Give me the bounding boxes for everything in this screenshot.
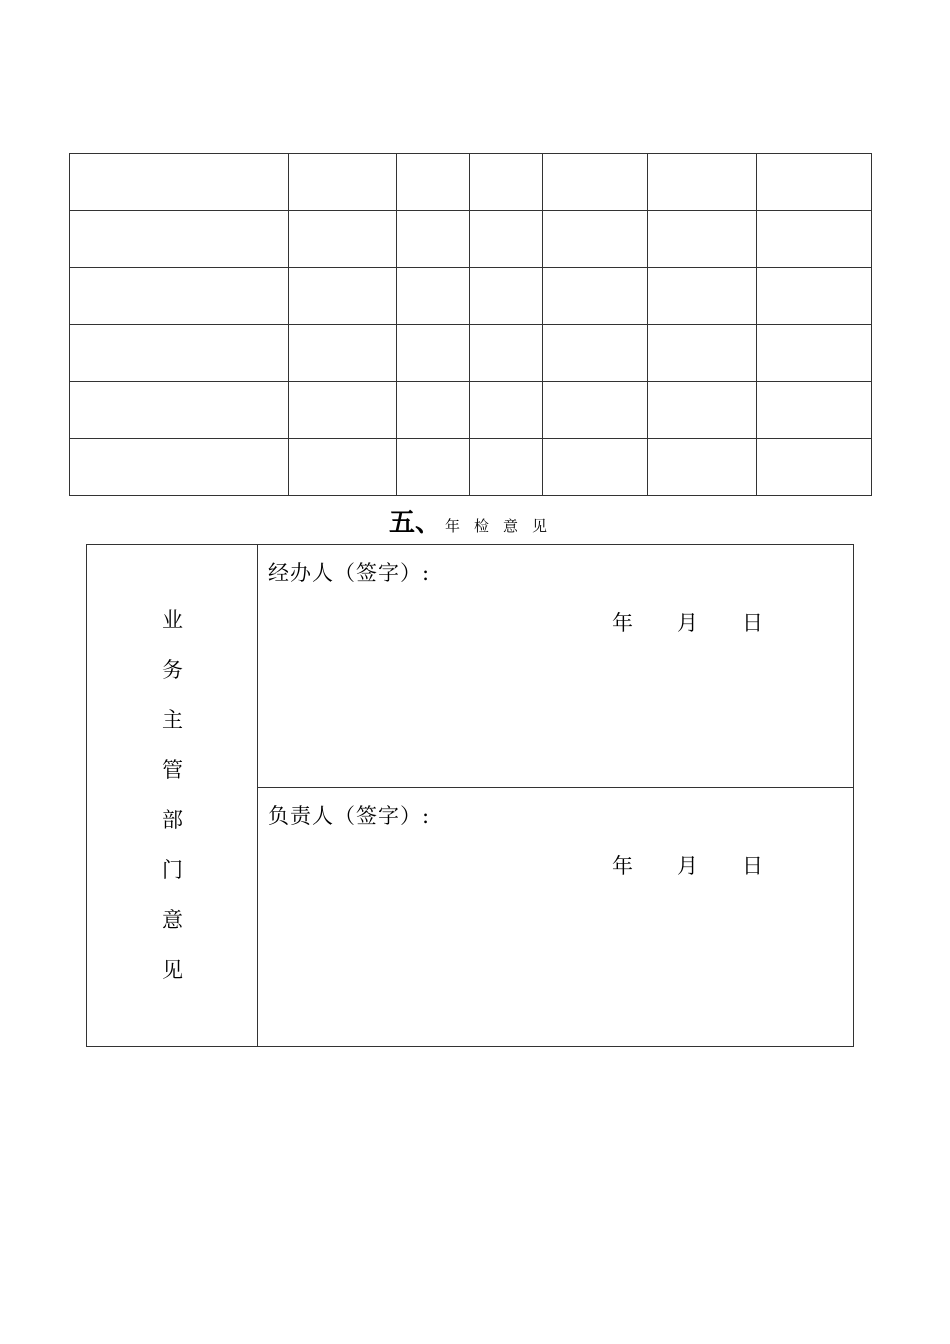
table-row (70, 268, 872, 325)
table-row (70, 325, 872, 382)
date-year-label: 年 (612, 854, 633, 878)
section-separator: 、 (414, 508, 441, 538)
table-cell[interactable] (648, 382, 757, 439)
table-cell[interactable] (757, 211, 872, 268)
table-row (70, 211, 872, 268)
table-cell[interactable] (757, 325, 872, 382)
leader-signature-label: 负责人（签字）: (268, 804, 431, 828)
table-cell[interactable] (289, 211, 397, 268)
vertical-char: 见 (162, 958, 183, 982)
date-month-label: 月 (677, 611, 698, 635)
department-opinion-vertical-label (87, 605, 258, 1005)
table-cell[interactable] (70, 382, 289, 439)
table-cell[interactable] (70, 325, 289, 382)
table-cell[interactable] (289, 382, 397, 439)
table-cell[interactable] (397, 439, 470, 496)
vertical-char: 门 (162, 858, 183, 882)
table-cell[interactable] (397, 211, 470, 268)
table-cell[interactable] (70, 439, 289, 496)
vertical-char: 主 (162, 708, 183, 732)
table-cell[interactable] (757, 382, 872, 439)
table-cell[interactable] (543, 211, 648, 268)
department-opinion-label-cell (87, 545, 258, 1046)
table-cell[interactable] (757, 439, 872, 496)
table-cell[interactable] (543, 325, 648, 382)
table-cell[interactable] (289, 268, 397, 325)
table-cell[interactable] (397, 382, 470, 439)
vertical-char: 意 (162, 908, 183, 932)
table-cell[interactable] (470, 382, 543, 439)
date-month-label: 月 (677, 854, 698, 878)
table-cell[interactable] (543, 439, 648, 496)
date-year-label: 年 (612, 611, 633, 635)
table-cell[interactable] (757, 154, 872, 211)
table-cell[interactable] (648, 154, 757, 211)
table-row (70, 154, 872, 211)
table-cell[interactable] (648, 268, 757, 325)
table-cell[interactable] (289, 154, 397, 211)
blank-grid-table (69, 153, 872, 496)
table-cell[interactable] (397, 268, 470, 325)
table-cell[interactable] (397, 325, 470, 382)
handler-date-line (612, 607, 807, 637)
table-cell[interactable] (289, 325, 397, 382)
leader-signature-cell[interactable] (258, 788, 853, 1046)
section-heading (0, 502, 950, 539)
handler-signature-label: 经办人（签字）: (268, 561, 431, 585)
annual-inspection-opinion-box (86, 544, 854, 1047)
leader-date-line (612, 850, 807, 880)
table-cell[interactable] (470, 325, 543, 382)
table-row (70, 382, 872, 439)
table-cell[interactable] (397, 154, 470, 211)
vertical-char: 务 (162, 658, 183, 682)
table-cell[interactable] (648, 211, 757, 268)
vertical-char: 部 (162, 808, 183, 832)
table-cell[interactable] (289, 439, 397, 496)
table-cell[interactable] (70, 154, 289, 211)
table-row (70, 439, 872, 496)
table-cell[interactable] (648, 325, 757, 382)
table-cell[interactable] (757, 268, 872, 325)
table-cell[interactable] (543, 268, 648, 325)
date-day-label: 日 (742, 854, 763, 878)
section-number: 五 (388, 508, 415, 538)
table-cell[interactable] (470, 211, 543, 268)
table-cell[interactable] (470, 439, 543, 496)
date-day-label: 日 (742, 611, 763, 635)
table-cell[interactable] (470, 268, 543, 325)
table-cell[interactable] (543, 154, 648, 211)
table-cell[interactable] (543, 382, 648, 439)
table-cell[interactable] (70, 268, 289, 325)
section-title: 年检意见 (445, 517, 562, 535)
vertical-char: 业 (162, 608, 183, 632)
table-cell[interactable] (470, 154, 543, 211)
table-cell[interactable] (70, 211, 289, 268)
vertical-char: 管 (162, 758, 183, 782)
table-cell[interactable] (648, 439, 757, 496)
handler-signature-cell[interactable] (258, 545, 853, 788)
